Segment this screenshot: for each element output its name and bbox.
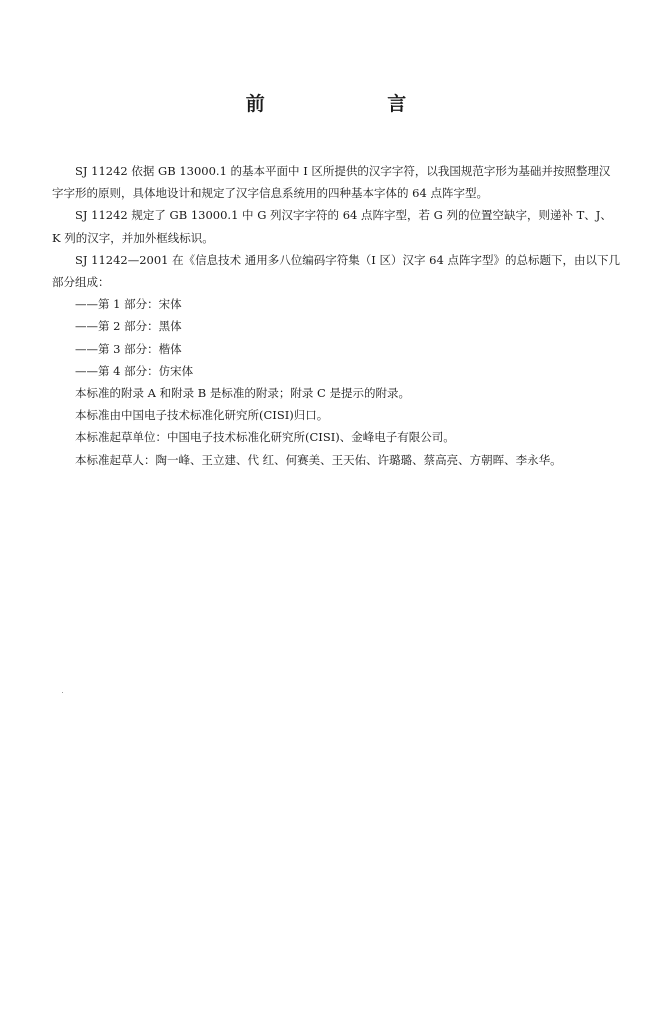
responsible-org-note: 本标准由中国电子技术标准化研究所(CISI)归口。 bbox=[75, 408, 329, 423]
part-item: ——第 2 部分：黑体 bbox=[75, 319, 182, 334]
page-title: 前 言 bbox=[245, 93, 465, 115]
appendix-note: 本标准的附录 A 和附录 B 是标准的附录；附录 C 是提示的附录。 bbox=[75, 386, 410, 401]
part-item: ——第 3 部分：楷体 bbox=[75, 341, 182, 356]
paragraph-structure: SJ 11242—2001 在《信息技术 通用多八位编码字符集（I 区）汉字 64 点阵字型》的总标题下，由以下几部分组成： bbox=[52, 252, 620, 290]
drafting-org-note: 本标准起草单位：中国电子技术标准化研究所(CISI)、金峰电子有限公司。 bbox=[75, 430, 455, 445]
paragraph-scope: SJ 11242 依据 GB 13000.1 的基本平面中 I 区所提供的汉字字符，以我国规范字形为基础并按照整理汉字字形的原则，具体地设计和规定了汉字信息系统用的四种基本字体的 64 点阵字型。 bbox=[52, 164, 611, 201]
part-item: ——第 4 部分：仿宋体 bbox=[75, 363, 194, 378]
scan-speck bbox=[62, 692, 63, 693]
document-body bbox=[52, 160, 620, 471]
paragraph-g-column: SJ 11242 规定了 GB 13000.1 中 G 列汉字字符的 64 点阵字型，若 G 列的位置空缺字，则递补 T、J、K 列的汉字，并加外框线标识。 bbox=[52, 208, 612, 245]
drafters-note: 本标准起草人：陶一峰、王立建、代 红、何赛美、王天佑、许璐璐、蔡高亮、方朝晖、李永华。 bbox=[75, 452, 562, 467]
part-item: ——第 1 部分：宋体 bbox=[75, 297, 182, 312]
